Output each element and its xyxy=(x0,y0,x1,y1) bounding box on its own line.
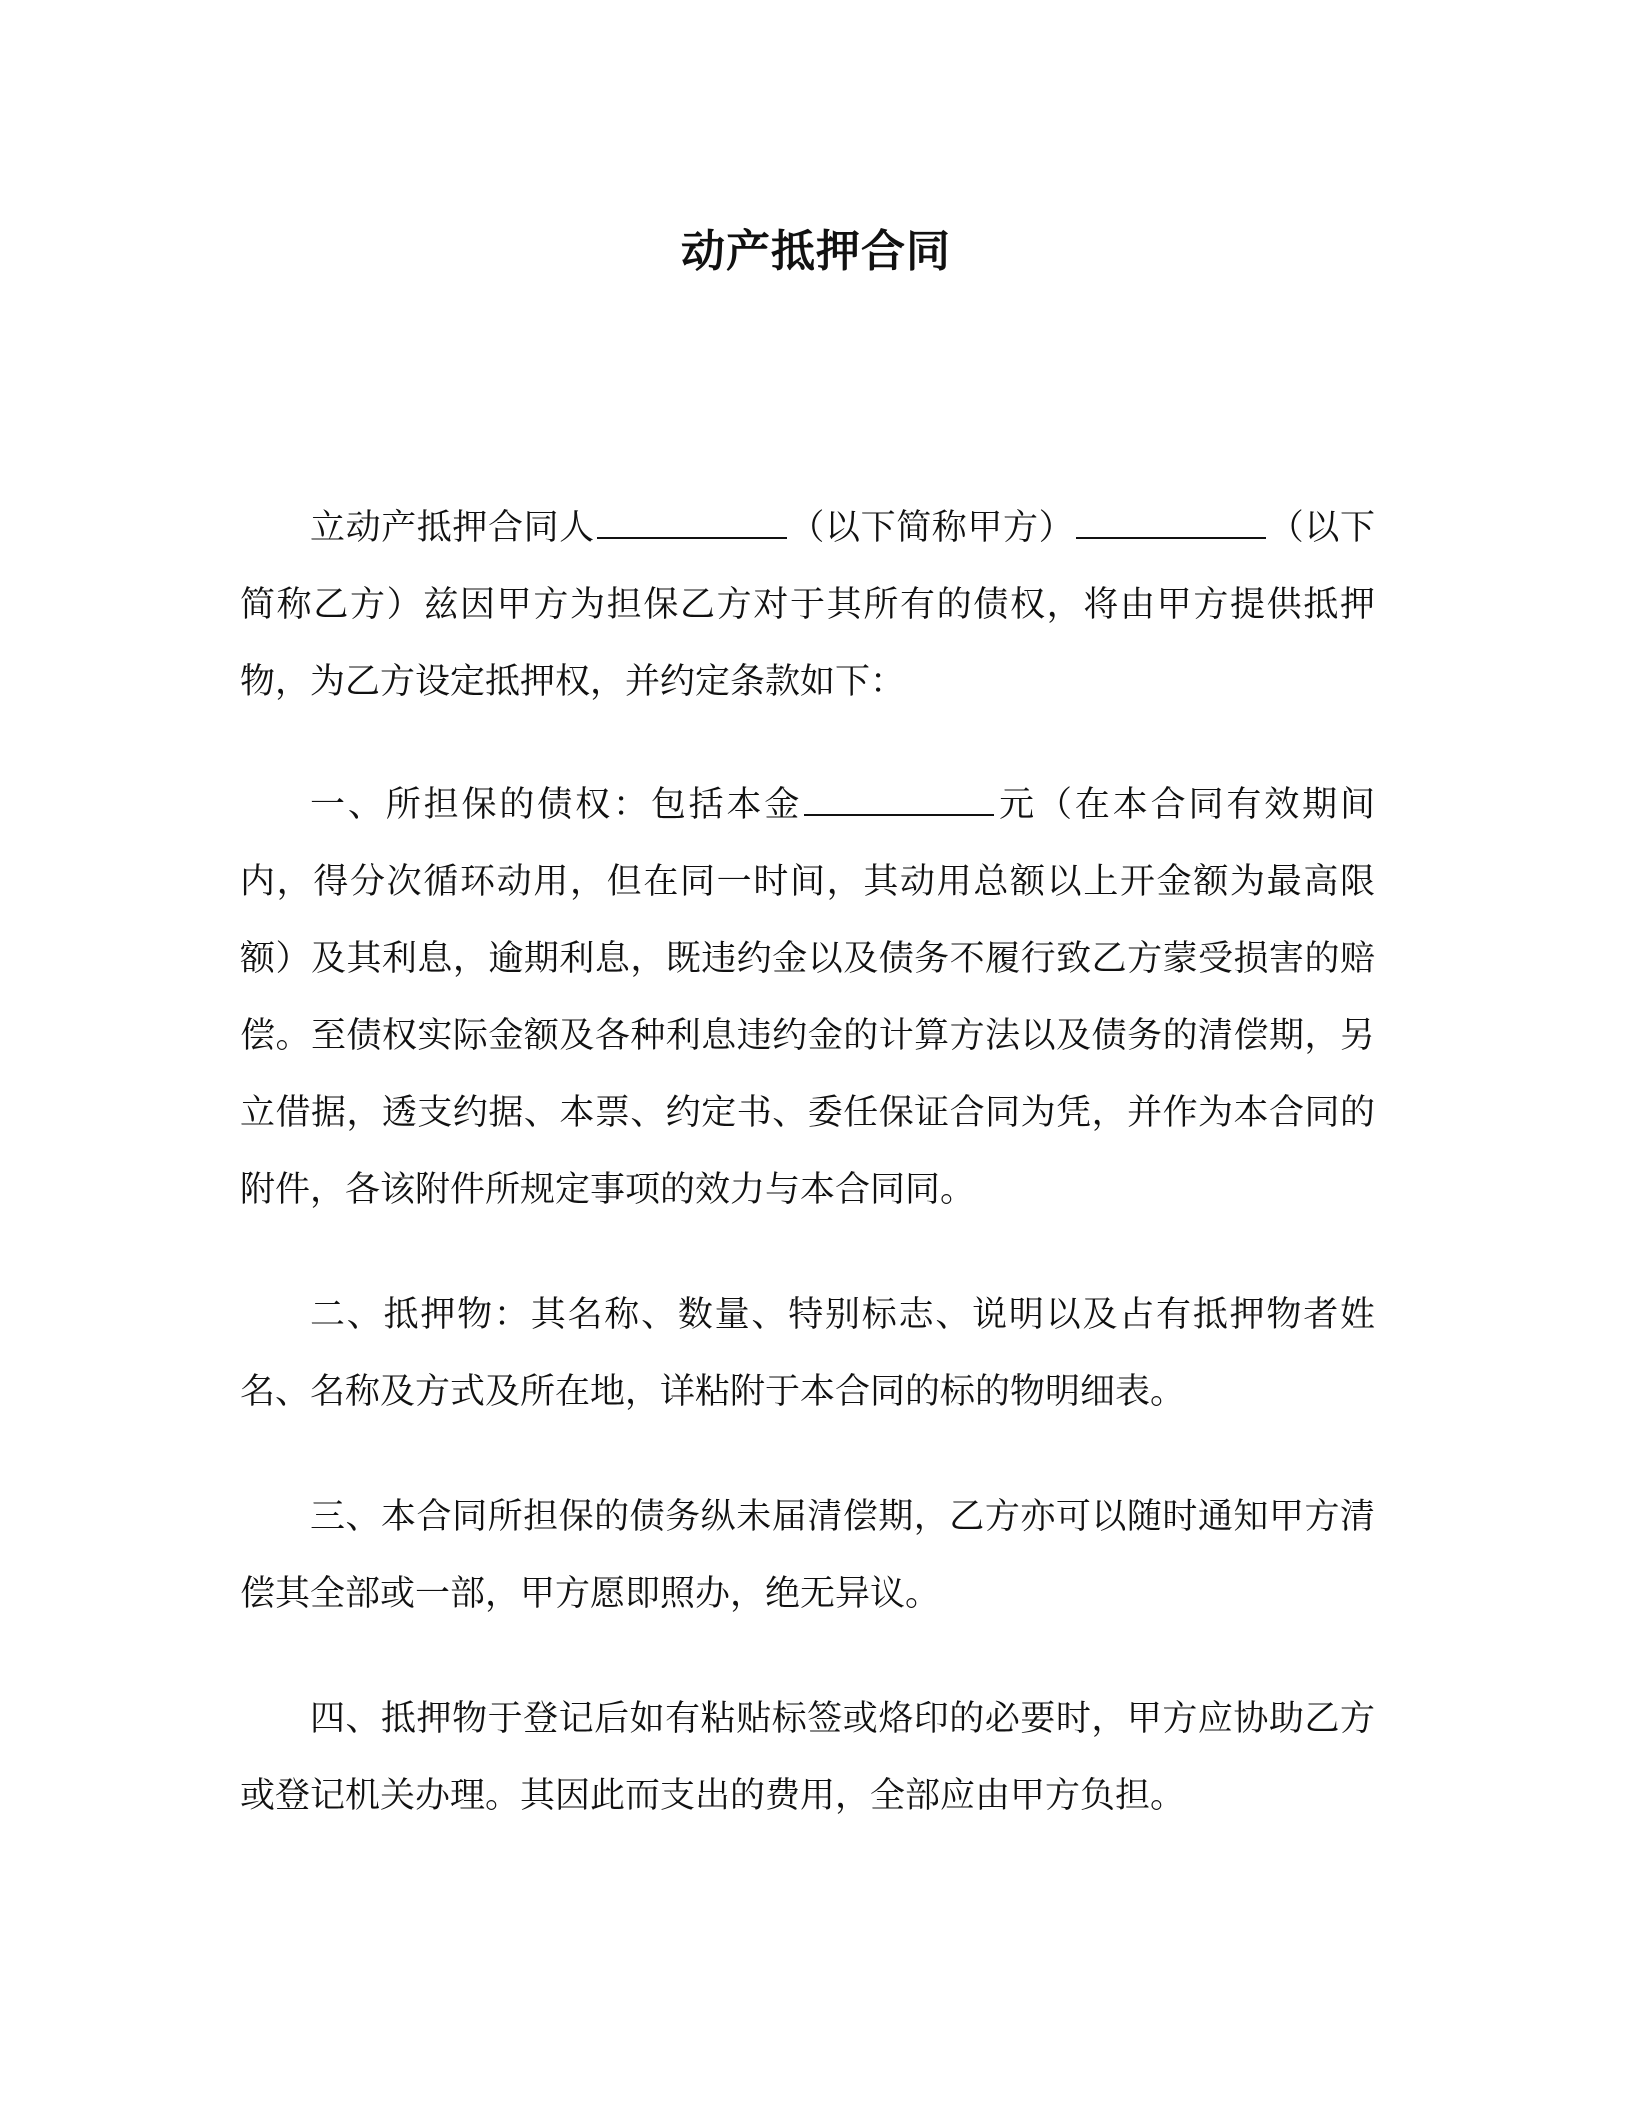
clause-3: 三、本合同所担保的债务纵未届清偿期，乙方亦可以随时通知甲方清偿其全部或一部，甲方愿即照办，绝无异议。 xyxy=(240,1497,1375,1614)
clause-4: 四、抵押物于登记后如有粘贴标签或烙印的必要时，甲方应协助乙方或登记机关办理。其因此而支出的费用，全部应由甲方负担。 xyxy=(240,1699,1375,1816)
clause-1 xyxy=(240,767,1375,1229)
intro-paragraph xyxy=(240,490,1375,721)
clause-2: 二、抵押物：其名称、数量、特别标志、说明以及占有抵押物者姓名、名称及方式及所在地，详粘附于本合同的标的物明细表。 xyxy=(240,1295,1375,1412)
principal-amount-blank xyxy=(804,786,994,816)
party-a-blank xyxy=(597,509,787,539)
intro-text-3: （以下简称乙方）兹因甲方为担保乙方对于其所有的债权，将由甲方提供抵押物，为乙方设定抵押权，并约定条款如下： xyxy=(240,508,1375,702)
intro-text-2: （以下简称甲方） xyxy=(788,508,1075,548)
clause-1-text-1: 一、所担保的债权：包括本金 xyxy=(310,785,803,825)
clause-1-text-2: 元（在本合同有效期间内，得分次循环动用，但在同一时间，其动用总额以上开金额为最高限额）及其利息，逾期利息，既违约金以及债务不履行致乙方蒙受损害的赔偿。至债权实际金额及各种利息违约金的计算方法以及债务的清偿期，另立借据，透支约据、本票、约定书、委任保证合同为凭，并作为本合同的附件，各该附件所规定事项的效力与本合同同。 xyxy=(240,785,1375,1210)
intro-text-1: 立动产抵押合同人 xyxy=(310,508,595,548)
document-title: 动产抵押合同 xyxy=(681,226,951,277)
party-b-blank xyxy=(1076,509,1266,539)
document-body xyxy=(240,490,1375,1883)
